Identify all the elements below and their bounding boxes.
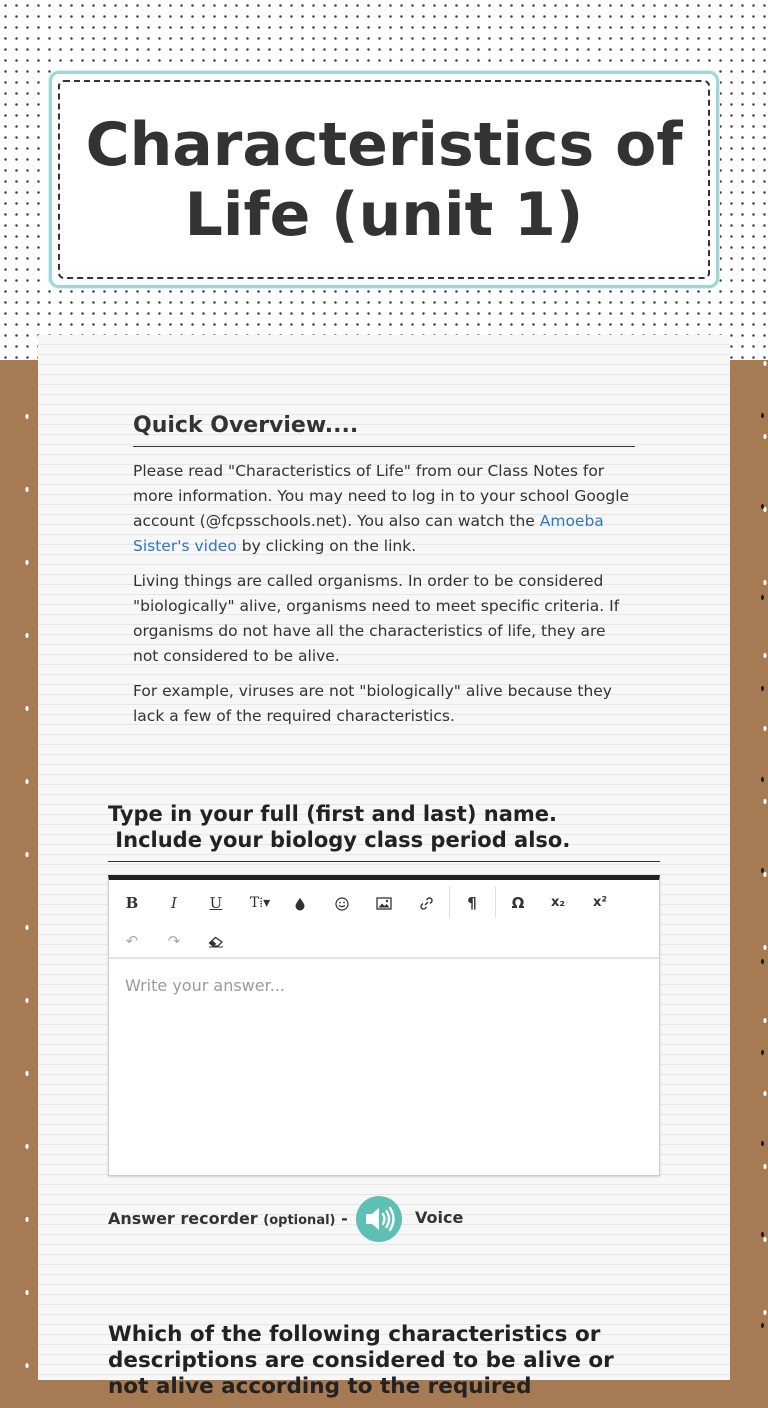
right-kraft-border — [730, 360, 768, 1380]
bold-button[interactable]: B — [125, 894, 139, 912]
text-size-dropdown[interactable]: T⁞▾ — [249, 895, 271, 911]
editor-toolbar — [109, 880, 659, 959]
overview-paragraph-1 — [133, 459, 635, 559]
question-1-line-1: Type in your full (first and last) name. — [108, 802, 557, 826]
link-button[interactable] — [411, 888, 441, 918]
overview-heading: Quick Overview.... — [133, 413, 635, 447]
question-1 — [108, 801, 660, 862]
emoji-button[interactable] — [327, 888, 357, 918]
redo-button[interactable]: ↷ — [167, 932, 181, 950]
left-kraft-border — [0, 360, 38, 1380]
title-card-dashed-frame — [58, 80, 710, 279]
text-color-button[interactable] — [285, 888, 315, 918]
title-card — [49, 71, 719, 288]
question-2 — [108, 1322, 660, 1408]
page-title: Characteristics of Life (unit 1) — [85, 109, 683, 250]
droplet-icon — [294, 897, 306, 911]
answer-recorder — [108, 1195, 660, 1243]
special-characters-button[interactable]: Ω — [511, 894, 525, 912]
answer-editor — [108, 875, 660, 1176]
amoeba-sisters-video-link[interactable]: Amoeba Sister's video — [133, 512, 604, 555]
undo-button[interactable]: ↶ — [125, 932, 139, 950]
image-icon — [376, 897, 392, 910]
smiley-icon — [335, 897, 349, 911]
italic-button[interactable]: I — [171, 894, 177, 912]
overview-paragraph-3: For example, viruses are not "biologically" alive because they lack a few of the required characteristics. — [133, 682, 612, 725]
paragraph-direction-button[interactable] — [457, 888, 487, 918]
answer-input[interactable]: Write your answer... — [125, 976, 285, 995]
subscript-button[interactable]: x₂ — [550, 895, 566, 910]
paragraph-icon: ¶ — [467, 894, 477, 912]
toolbar-separator — [495, 886, 496, 918]
worksheet-paper — [38, 335, 730, 1399]
superscript-button[interactable]: x² — [592, 895, 608, 910]
question-1-line-2: Include your biology class period also. — [108, 828, 571, 852]
overview-section — [133, 413, 635, 729]
voice-label: Voice — [415, 1208, 464, 1227]
recorder-label-text: Answer recorder — [108, 1209, 258, 1228]
link-icon — [419, 896, 434, 911]
underline-button[interactable]: U — [209, 894, 223, 912]
answer-recorder-label — [108, 1209, 348, 1228]
question-1-prompt — [108, 801, 660, 862]
clear-formatting-button[interactable] — [201, 926, 231, 956]
recorder-dash: - — [341, 1209, 348, 1228]
overview-paragraph-2: Living things are called organisms. In order to be considered "biologically" alive, organisms need to meet specific criteria. If organisms do not have all the characteristics of life, they are not considered to be alive. — [133, 572, 620, 665]
image-button[interactable] — [369, 888, 399, 918]
overview-p1-text: Please read "Characteristics of Life" from our Class Notes for more information. You may need to log in to your school Google account (@fcpsschools.net). You also can watch the — [133, 462, 630, 530]
voice-record-button[interactable] — [356, 1196, 402, 1242]
speaker-icon — [356, 1196, 402, 1242]
overview-p1-tail: by clicking on the link. — [236, 537, 417, 555]
question-2-prompt: Which of the following characteristics or descriptions are considered to be alive or not alive according to the required — [108, 1322, 614, 1399]
recorder-optional-text: (optional) — [263, 1213, 336, 1228]
toolbar-separator — [449, 886, 450, 918]
eraser-icon — [208, 936, 224, 948]
